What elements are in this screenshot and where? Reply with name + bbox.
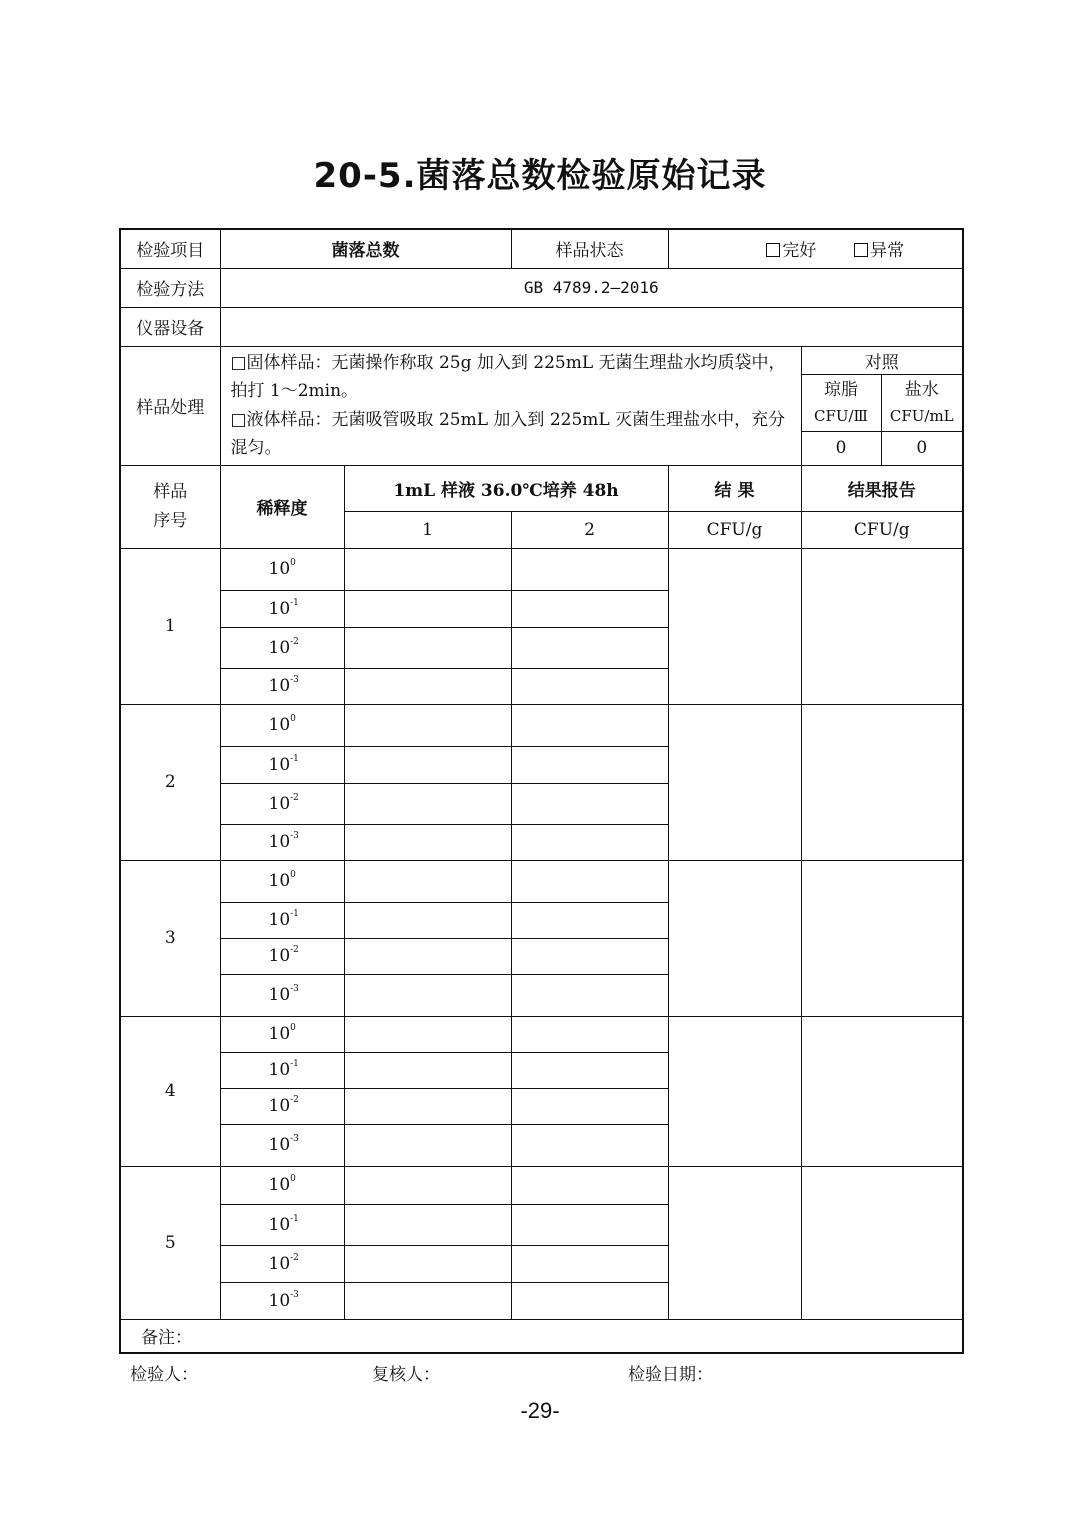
process-liquid: □液体样品：无菌吸管吸取 25mL 加入到 225mL 灭菌生理盐水中，充分混匀。 [230, 409, 786, 458]
report-unit: CFU/g [801, 511, 963, 548]
result-cell[interactable] [668, 548, 801, 704]
report-cell[interactable] [801, 704, 963, 860]
plate-1-cell[interactable] [344, 1124, 511, 1166]
control-saline-value: 0 [881, 432, 963, 465]
plate-1-cell[interactable] [344, 1245, 511, 1282]
plate-1-cell[interactable] [344, 1088, 511, 1124]
dilution-cell: $10^{-2}$ [220, 783, 344, 824]
plate-1-cell[interactable] [344, 668, 511, 704]
process-label: 样品处理 [120, 346, 220, 465]
dilution-cell: $10^{-2}$ [220, 1245, 344, 1282]
equipment-value[interactable] [220, 307, 963, 346]
method-value: GB 4789.2—2016 [220, 268, 963, 307]
dilution-cell: $10^{-1}$ [220, 590, 344, 627]
control-label: 对照 [801, 346, 963, 374]
dilution-cell: $10^{-1}$ [220, 902, 344, 938]
plate-2-cell[interactable] [511, 548, 668, 590]
state-abnormal-checkbox[interactable]: 异常 [854, 241, 904, 261]
item-value: 菌落总数 [220, 229, 511, 268]
sample-rows [120, 548, 963, 1319]
remarks[interactable]: 备注： [120, 1319, 963, 1353]
dilution-cell: $10^{-2}$ [220, 938, 344, 974]
result-unit: CFU/g [668, 511, 801, 548]
dilution-cell: $10^{-3}$ [220, 824, 344, 860]
report-cell[interactable] [801, 1016, 963, 1166]
plate-1-cell[interactable] [344, 1052, 511, 1088]
plate-2-cell[interactable] [511, 1204, 668, 1245]
result-header: 结 果 [668, 465, 801, 511]
dilution-cell: $10^{-2}$ [220, 627, 344, 668]
plate-2-cell[interactable] [511, 1166, 668, 1204]
plate-1-header: 1 [344, 511, 511, 548]
plate-1-cell[interactable] [344, 974, 511, 1016]
plate-1-cell[interactable] [344, 1282, 511, 1319]
report-cell[interactable] [801, 1166, 963, 1319]
dilution-cell: $10^{-3}$ [220, 1282, 344, 1319]
reviewer-label: 复核人： [372, 1365, 440, 1385]
dilution-cell: $10^{-1}$ [220, 1204, 344, 1245]
plate-2-cell[interactable] [511, 746, 668, 783]
plate-1-cell[interactable] [344, 783, 511, 824]
equipment-label: 仪器设备 [120, 307, 220, 346]
plate-2-cell[interactable] [511, 704, 668, 746]
sample-number: 5 [120, 1166, 220, 1319]
plate-2-cell[interactable] [511, 1052, 668, 1088]
inspector-label: 检验人： [130, 1365, 198, 1385]
page-title: 20-5.菌落总数检验原始记录 [313, 156, 767, 196]
culture-header: 1mL 样液 36.0℃培养 48h [344, 465, 668, 511]
plate-2-cell[interactable] [511, 1282, 668, 1319]
plate-2-cell[interactable] [511, 860, 668, 902]
plate-2-cell[interactable] [511, 1016, 668, 1052]
plate-2-cell[interactable] [511, 938, 668, 974]
dilution-cell: $10^0$ [220, 548, 344, 590]
state-options [668, 229, 963, 268]
process-solid: □固体样品：无菌操作称取 25g 加入到 225mL 无菌生理盐水均质袋中，拍打 1～2min。 [230, 352, 786, 401]
plate-2-cell[interactable] [511, 668, 668, 704]
plate-2-cell[interactable] [511, 1245, 668, 1282]
dilution-cell: $10^0$ [220, 704, 344, 746]
control-saline: 盐水 CFU/mL [881, 374, 963, 431]
report-cell[interactable] [801, 548, 963, 704]
record-form [119, 228, 964, 1354]
plate-2-cell[interactable] [511, 1124, 668, 1166]
plate-1-cell[interactable] [344, 860, 511, 902]
plate-2-header: 2 [511, 511, 668, 548]
dilution-cell: $10^{-3}$ [220, 974, 344, 1016]
dilution-cell: $10^{-1}$ [220, 746, 344, 783]
report-cell[interactable] [801, 860, 963, 1016]
plate-1-cell[interactable] [344, 824, 511, 860]
control-agar: 琼脂 CFU/Ⅲ [801, 374, 881, 431]
item-label: 检验项目 [120, 229, 220, 268]
plate-2-cell[interactable] [511, 902, 668, 938]
plate-1-cell[interactable] [344, 1204, 511, 1245]
state-label: 样品状态 [511, 229, 668, 268]
result-cell[interactable] [668, 1166, 801, 1319]
plate-1-cell[interactable] [344, 548, 511, 590]
sample-no-header: 样品序号 [120, 465, 220, 548]
dilution-cell: $10^{-3}$ [220, 668, 344, 704]
control-agar-value: 0 [801, 432, 881, 465]
plate-2-cell[interactable] [511, 590, 668, 627]
sample-number: 2 [120, 704, 220, 860]
plate-2-cell[interactable] [511, 974, 668, 1016]
result-cell[interactable] [668, 860, 801, 1016]
plate-1-cell[interactable] [344, 1016, 511, 1052]
plate-1-cell[interactable] [344, 590, 511, 627]
plate-1-cell[interactable] [344, 902, 511, 938]
dilution-cell: $10^{-1}$ [220, 1052, 344, 1088]
sample-number: 1 [120, 548, 220, 704]
dilution-header: 稀释度 [220, 465, 344, 548]
plate-1-cell[interactable] [344, 746, 511, 783]
plate-1-cell[interactable] [344, 627, 511, 668]
plate-1-cell[interactable] [344, 704, 511, 746]
sample-number: 4 [120, 1016, 220, 1166]
date-label: 检验日期： [628, 1365, 713, 1385]
result-cell[interactable] [668, 1016, 801, 1166]
plate-2-cell[interactable] [511, 824, 668, 860]
sample-number: 3 [120, 860, 220, 1016]
state-good-checkbox[interactable]: 完好 [766, 241, 816, 261]
dilution-cell: $10^{-2}$ [220, 1088, 344, 1124]
plate-1-cell[interactable] [344, 938, 511, 974]
plate-2-cell[interactable] [511, 783, 668, 824]
result-cell[interactable] [668, 704, 801, 860]
process-text [220, 346, 801, 465]
dilution-cell: $10^{-3}$ [220, 1124, 344, 1166]
plate-2-cell[interactable] [511, 1088, 668, 1124]
page-number: -29- [520, 1398, 560, 1423]
dilution-cell: $10^0$ [220, 1016, 344, 1052]
report-header: 结果报告 [801, 465, 963, 511]
dilution-cell: $10^0$ [220, 860, 344, 902]
plate-2-cell[interactable] [511, 627, 668, 668]
method-label: 检验方法 [120, 268, 220, 307]
dilution-cell: $10^0$ [220, 1166, 344, 1204]
plate-1-cell[interactable] [344, 1166, 511, 1204]
